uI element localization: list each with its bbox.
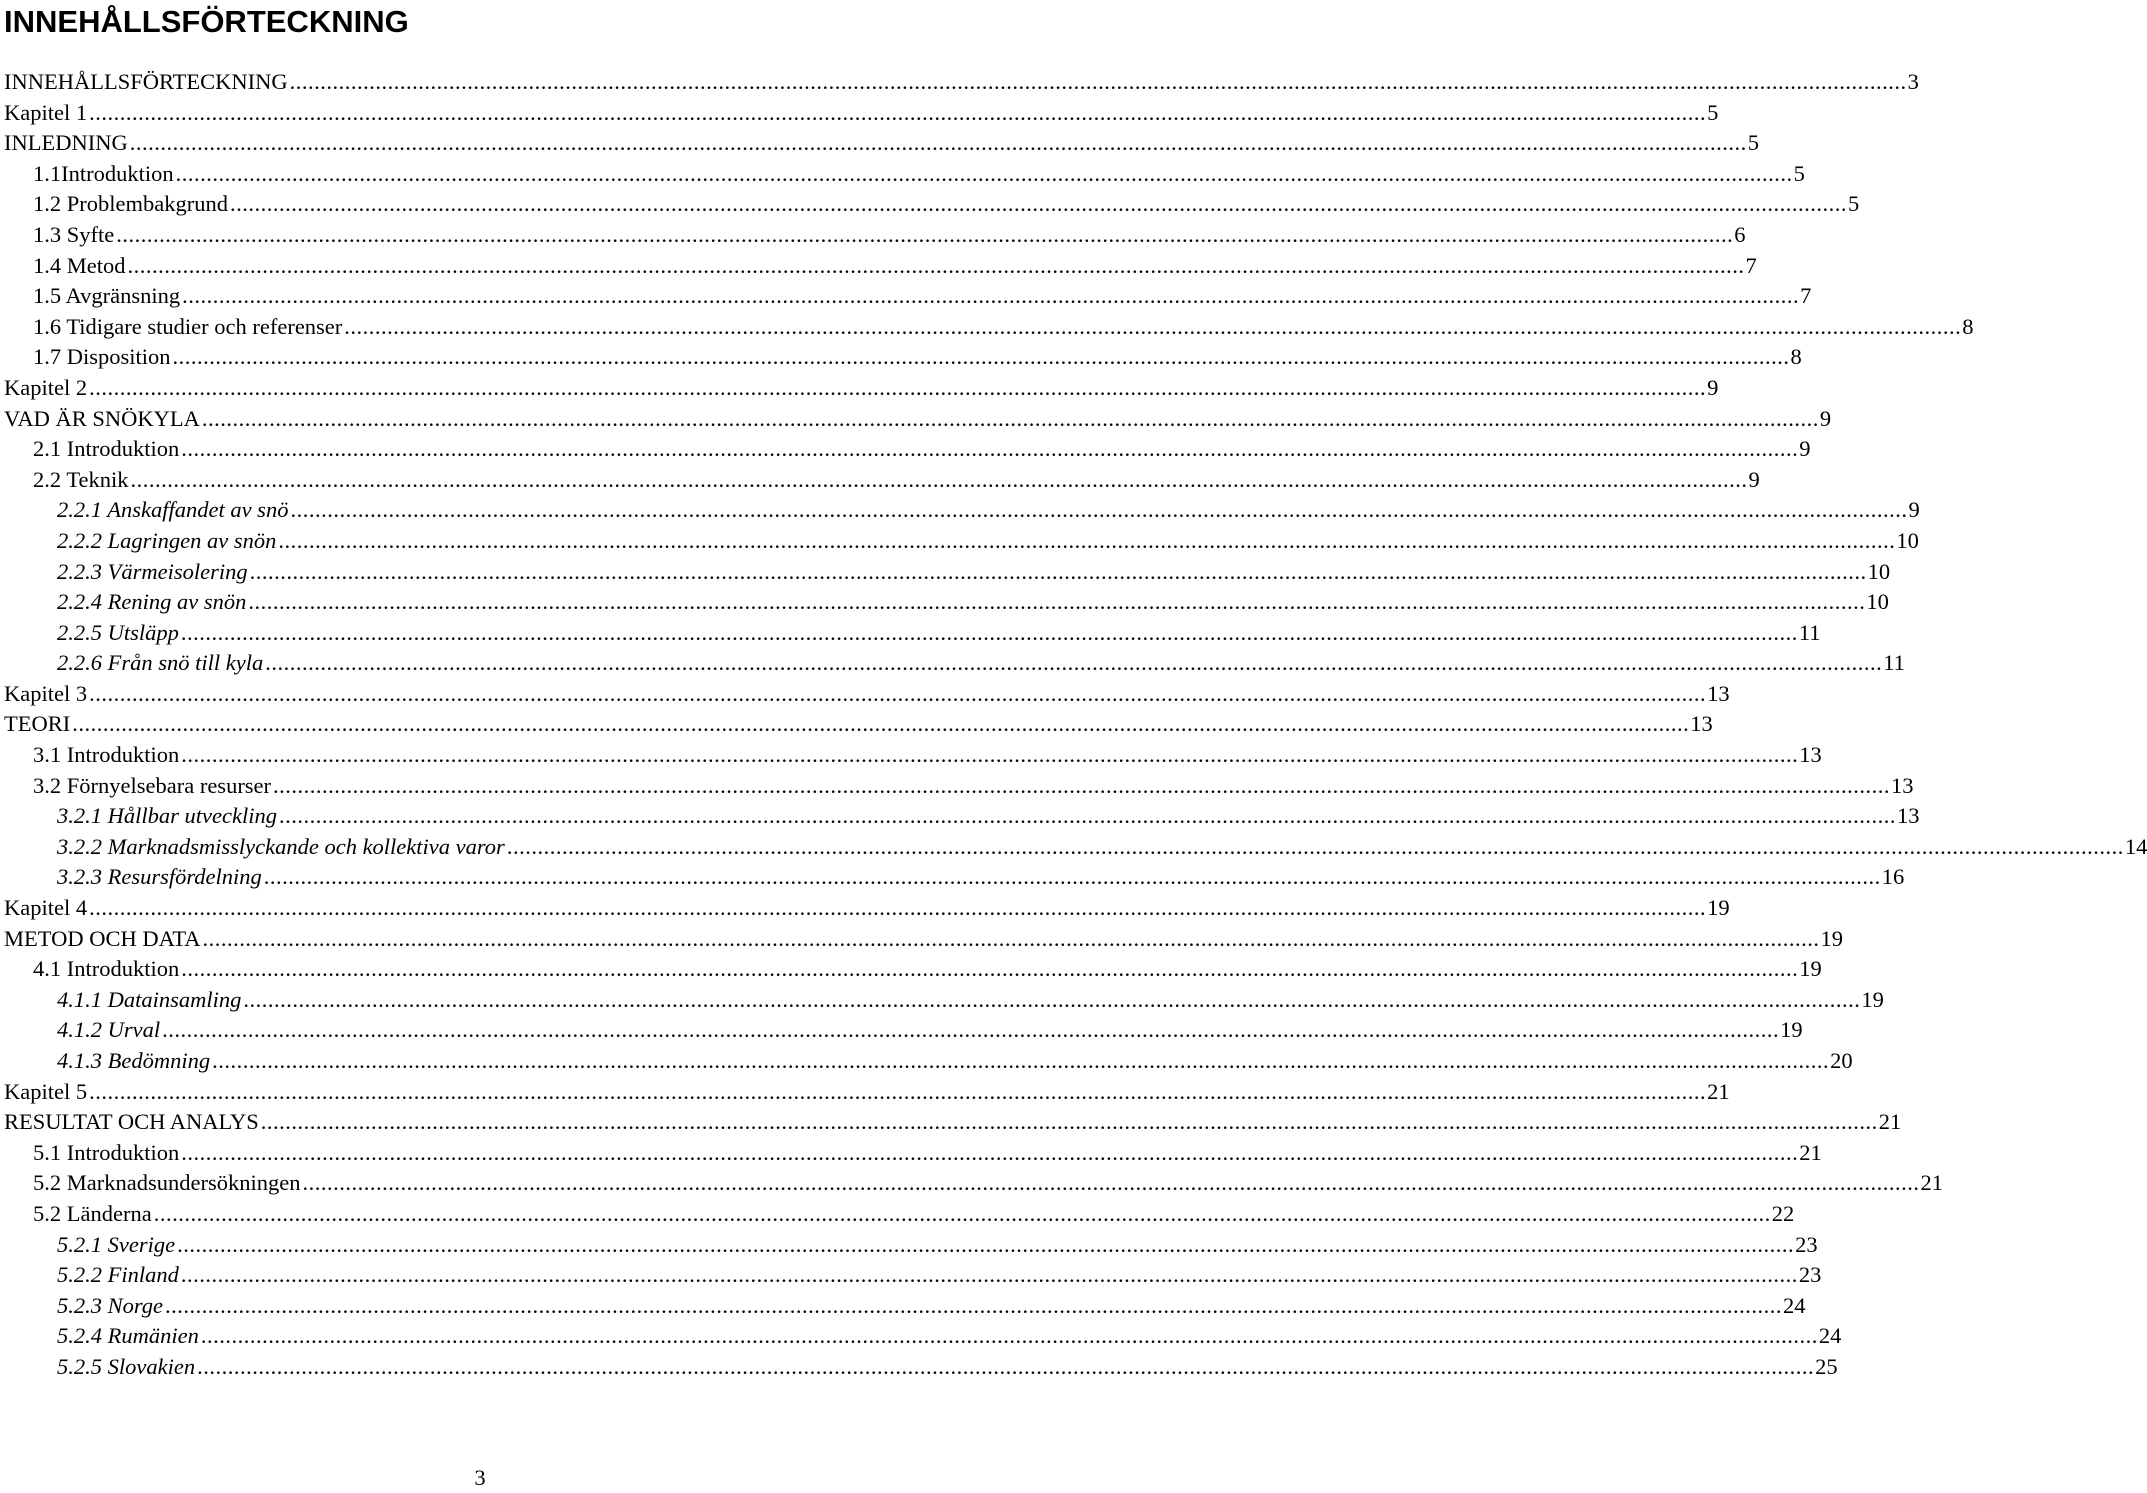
toc-entry[interactable] [4,128,1759,159]
toc-entry-page: 24 [1783,1292,1806,1318]
toc-entry-title: INLEDNING [4,130,128,156]
toc-entry-title: INNEHÅLLSFÖRTECKNING [4,69,288,94]
toc-entry-title: VAD ÄR SNÖKYLA [4,405,200,431]
toc-entry-title: Kapitel 5 [4,1078,88,1104]
toc-entry-title: 2.2.4 Rening av snön [57,589,247,615]
toc-dot-leader [302,1168,1919,1199]
toc-dot-leader [181,740,1798,771]
toc-entry[interactable] [4,342,1802,373]
toc-dot-leader [89,893,1706,924]
toc-entry-page: 5 [1707,99,1719,125]
toc-entry[interactable] [4,1230,1818,1261]
toc-entry-page: 21 [1799,1139,1822,1165]
toc-entry-page: 23 [1798,1262,1822,1288]
toc-entry[interactable] [4,1260,1822,1291]
toc-dot-leader [265,648,1882,679]
toc-entry-page: 5 [1847,191,1860,217]
toc-dot-leader [176,159,1793,190]
toc-dot-leader [279,801,1896,832]
toc-entry-page: 21 [1920,1170,1943,1196]
toc-dot-leader [261,1107,1878,1138]
toc-entry[interactable] [4,801,1920,832]
toc-entry-page: 19 [1861,986,1884,1012]
toc-entry[interactable] [4,832,2147,863]
toc-entry-title: 1.6 Tidigare studier och referenser [33,313,343,339]
toc-entry-title: 1.5 Avgränsning [33,283,181,309]
toc-entry-title: 2.2 Teknik [33,466,129,492]
toc-dot-leader [290,495,1907,526]
toc-entry-page: 9 [1799,436,1811,462]
toc-entry[interactable] [4,251,1757,282]
toc-dot-leader [130,128,1747,159]
toc-entry[interactable] [4,526,1919,557]
toc-entry-page: 7 [1745,252,1757,278]
toc-entry-title: 2.2.6 Från snö till kyla [57,650,264,676]
toc-entry-title: 1.3 Syfte [33,221,115,247]
toc-dot-leader [507,832,2124,863]
toc-entry[interactable] [4,1015,1803,1046]
toc-entry-title: Kapitel 1 [4,99,88,125]
toc-entry[interactable] [4,1199,1795,1230]
toc-entry-page: 11 [1883,650,1905,676]
toc-entry-page: 7 [1800,283,1812,309]
toc-entry-page: 3 [1907,69,1919,94]
toc-entry-page: 25 [1815,1353,1838,1379]
toc-entry-title: 2.2.1 Anskaffandet av snö [57,497,289,523]
toc-entry-title: 5.2 Marknadsundersökningen [33,1170,301,1196]
toc-entry-page: 19 [1780,1017,1803,1043]
toc-dot-leader [165,1291,1782,1322]
toc-dot-leader [89,679,1706,710]
toc-entry-title: 5.2.2 Finland [57,1262,179,1288]
toc-entry-title: TEORI [4,711,71,737]
toc-dot-leader [89,98,1706,129]
toc-dot-leader [181,954,1798,985]
toc-entry-title: 3.1 Introduktion [33,742,180,768]
toc-dot-leader [72,709,1689,740]
toc-entry[interactable] [4,618,1821,649]
toc-entry-title: 3.2.1 Hållbar utveckling [57,803,277,829]
toc-entry[interactable] [4,985,1884,1016]
toc-dot-leader [290,67,1907,98]
toc-entry-page: 9 [1707,374,1719,400]
toc-entry-title: 3.2.2 Marknadsmisslyckande och kollektiva varor [57,833,505,859]
toc-entry[interactable] [4,159,1805,190]
toc-entry-title: 5.2.4 Rumänien [57,1323,199,1349]
toc-entry-page: 24 [1818,1323,1842,1349]
toc-entry[interactable] [4,220,1746,251]
toc-entry[interactable] [4,465,1760,496]
toc-entry[interactable] [4,1291,1806,1322]
toc-entry-title: 5.2.5 Slovakien [57,1353,196,1379]
toc-entry[interactable] [4,1046,1853,1077]
toc-dot-leader [181,618,1798,649]
toc-entry-page: 10 [1896,527,1919,553]
toc-dot-leader [197,1352,1814,1383]
toc-entry[interactable] [4,557,1891,588]
toc-entry[interactable] [4,281,1812,312]
toc-entry-page: 19 [1820,925,1844,951]
toc-entry-page: 9 [1908,497,1920,523]
toc-entry-page: 8 [1790,344,1802,370]
toc-entry-title: 4.1.3 Bedömning [57,1048,211,1073]
toc-entry[interactable] [4,771,1914,802]
toc-entry[interactable] [4,709,1713,740]
toc-entry[interactable] [4,189,1860,220]
toc-dot-leader [89,1077,1706,1108]
toc-entry[interactable] [4,893,1730,924]
toc-entry-title: 3.2 Förnyelsebara resurser [33,772,272,798]
toc-entry-number: 1.1 [33,160,62,186]
toc-entry-title: 2.1 Introduktion [33,436,180,462]
toc-entry[interactable] [4,373,1719,404]
toc-dot-leader [177,1230,1794,1261]
toc-dot-leader [203,924,1820,955]
toc-dot-leader [181,1138,1798,1169]
page-number: 3 [474,1465,486,1490]
toc-entry[interactable] [4,1168,1943,1199]
toc-entry-title: RESULTAT OCH ANALYS [4,1109,259,1135]
toc-entry[interactable] [4,924,1844,955]
toc-entry[interactable] [4,67,1919,98]
toc-dot-leader [243,985,1860,1016]
toc-entry-page: 13 [1799,742,1822,768]
toc-entry-page: 21 [1707,1078,1730,1104]
toc-entry-page: 6 [1734,221,1746,247]
toc-dot-leader [230,189,1847,220]
toc-entry-page: 13 [1690,711,1713,737]
toc-entry-title: Introduktion [61,160,174,186]
table-of-contents [4,67,2147,1383]
toc-entry[interactable] [4,495,1920,526]
toc-entry-page: 10 [1867,558,1891,584]
toc-entry-page: 23 [1795,1231,1818,1257]
toc-entry[interactable] [4,648,1905,679]
toc-entry-page: 9 [1748,466,1760,492]
toc-entry-title: 4.1.1 Datainsamling [57,986,242,1012]
toc-entry-title: 3.2.3 Resursfördelning [57,864,262,890]
toc-entry-page: 22 [1771,1200,1795,1226]
toc-entry-title: 5.2.1 Sverige [57,1231,176,1257]
toc-entry-page: 13 [1896,803,1920,829]
toc-dot-leader [344,312,1961,343]
toc-dot-leader [154,1199,1771,1230]
toc-entry-page: 13 [1891,772,1914,798]
toc-entry-title: Kapitel 4 [4,895,88,921]
toc-dot-leader [128,251,1745,282]
toc-dot-leader [248,587,1865,618]
toc-entry[interactable] [4,312,1974,343]
toc-entry-title: 4.1.2 Urval [57,1017,161,1043]
toc-dot-leader [201,1321,1818,1352]
toc-entry-title: 4.1 Introduktion [33,956,180,982]
toc-entry-title: 2.2.3 Värmeisolering [57,558,248,584]
toc-dot-leader [250,557,1867,588]
toc-entry-title: 5.2.3 Norge [57,1292,164,1318]
toc-entry-title: 1.7 Disposition [33,344,171,370]
toc-dot-leader [181,434,1798,465]
toc-entry-page: 10 [1866,589,1889,615]
toc-entry[interactable] [4,740,1822,771]
toc-dot-leader [131,465,1748,496]
toc-entry[interactable] [4,587,1889,618]
toc-entry-page: 14 [2124,833,2147,859]
toc-dot-leader [89,373,1706,404]
toc-dot-leader [278,526,1895,557]
toc-entry[interactable] [4,1077,1730,1108]
toc-entry[interactable] [4,1352,1838,1383]
toc-entry-page: 5 [1793,160,1805,186]
toc-entry-page: 16 [1881,864,1905,890]
toc-entry[interactable] [4,954,1822,985]
toc-dot-leader [264,862,1881,893]
toc-entry-title: Kapitel 2 [4,374,88,400]
toc-entry-title: 5.1 Introduktion [33,1139,180,1165]
toc-entry-page: 20 [1830,1048,1853,1073]
toc-entry-title: METOD OCH DATA [4,925,201,951]
toc-entry-page: 19 [1707,895,1730,921]
toc-entry-title: 5.2 Länderna [33,1200,152,1226]
toc-entry[interactable] [4,862,1905,893]
toc-dot-leader [173,342,1790,373]
toc-entry[interactable] [4,1107,1902,1138]
toc-entry[interactable] [4,679,1730,710]
toc-entry[interactable] [4,434,1811,465]
toc-entry-page: 13 [1707,680,1730,706]
toc-entry[interactable] [4,1138,1822,1169]
toc-dot-leader [202,404,1819,435]
toc-entry-title: 1.4 Metod [33,252,126,278]
toc-heading: INNEHÅLLSFÖRTECKNING [4,4,409,39]
toc-dot-leader [273,771,1890,802]
toc-dot-leader [162,1015,1779,1046]
toc-entry[interactable] [4,404,1832,435]
toc-entry-title: 2.2.2 Lagringen av snön [57,527,277,553]
toc-entry[interactable] [4,98,1719,129]
toc-entry-page: 21 [1878,1109,1902,1135]
toc-entry-page: 19 [1799,956,1822,982]
toc-entry-title: 1.2 Problembakgrund [33,191,228,217]
toc-entry[interactable] [4,1321,1842,1352]
toc-dot-leader [116,220,1733,251]
toc-entry-page: 8 [1962,313,1974,339]
toc-dot-leader [181,1260,1798,1291]
toc-dot-leader [182,281,1799,312]
toc-entry-page: 9 [1819,405,1832,431]
toc-entry-title: 2.2.5 Utsläpp [57,619,179,645]
toc-entry-page: 11 [1798,619,1821,645]
toc-entry-page: 5 [1747,130,1759,156]
toc-dot-leader [212,1046,1829,1077]
toc-entry-title: Kapitel 3 [4,680,88,706]
